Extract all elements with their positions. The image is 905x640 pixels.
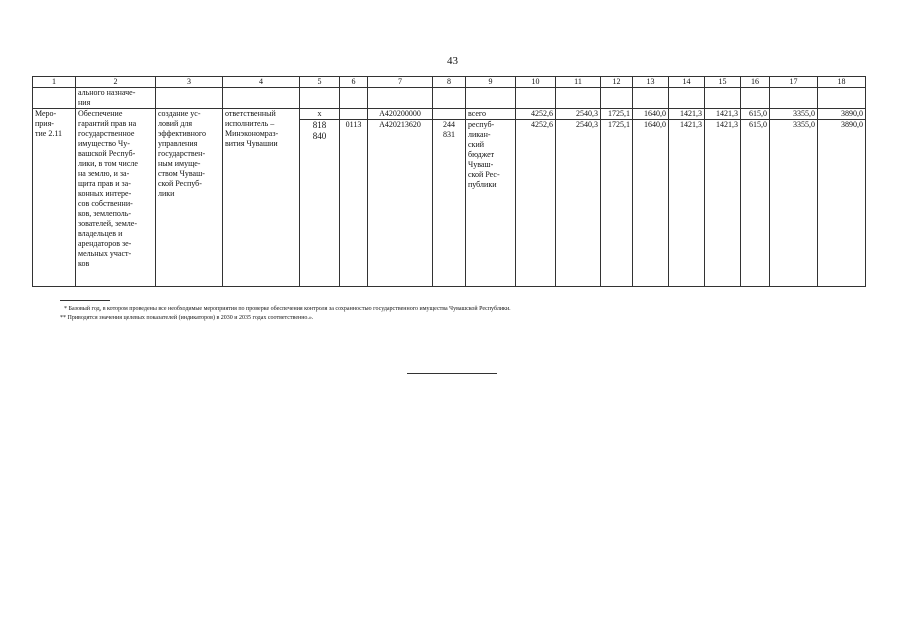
footnote-base-year: * Базовый год, в котором проведены все необходимые мероприятия по проверке обеспечения контроля за сохранностью государственного имущества Чувашской Республики. [64,306,511,312]
page-number: 43 [447,55,458,67]
column-number: 18 [818,77,866,88]
section-code: 0113 [340,120,368,287]
table-cell [741,88,770,109]
event-label: Меро- прия- тие 2.11 [33,109,76,287]
table-cell [770,88,818,109]
value-cell: 1725,1 [601,120,633,287]
table-cell [669,88,705,109]
event-executor: ответственный исполнитель – Минэкономраз- вития Чувашии [223,109,300,287]
column-number: 5 [300,77,340,88]
column-number: 1 [33,77,76,88]
value-cell: 3355,0 [770,109,818,120]
column-number-row [33,77,866,88]
table-cell [223,88,300,109]
expense-type-code [433,109,466,120]
column-number: 7 [368,77,433,88]
column-number: 15 [705,77,741,88]
value-cell: 4252,6 [516,120,556,287]
column-number: 3 [156,77,223,88]
table-cell [340,88,368,109]
table-cell [466,88,516,109]
column-number: 11 [556,77,601,88]
column-number: 14 [669,77,705,88]
column-number: 13 [633,77,669,88]
target-article-code: A420213620 [368,120,433,287]
value-cell: 1640,0 [633,120,669,287]
value-cell: 3890,0 [818,109,866,120]
value-cell: 3890,0 [818,120,866,287]
value-cell: 4252,6 [516,109,556,120]
column-number: 8 [433,77,466,88]
table-cell [633,88,669,109]
column-number: 10 [516,77,556,88]
table-cell [156,88,223,109]
grbs-code: 818 840 [300,120,340,287]
table-cell [601,88,633,109]
target-article-code: A420200000 [368,109,433,120]
grbs-code: x [300,109,340,120]
value-cell: 1640,0 [633,109,669,120]
value-cell: 1421,3 [705,109,741,120]
continuation-row [33,88,866,109]
table-cell [368,88,433,109]
funding-source: респуб- ликан- ский бюджет Чуваш- ской Рес- публики [466,120,516,287]
event-name: Обеспечение гарантий прав на государственное имущество Чу- вашской Респуб- лики, в том числе на землю, и за- щита прав и за- конных интере- сов собственни- ков, землеполь- зователей, земле- владельцев и арендаторов зе- мельных участ- ков [76,109,156,287]
column-number: 9 [466,77,516,88]
event-goal: создание ус- ловий для эффективного управления государствен- ным имуще- ством Чуваш- ской Респуб- лики [156,109,223,287]
footnote-rule [60,300,110,301]
column-number: 17 [770,77,818,88]
footnotes [60,300,511,323]
column-number: 12 [601,77,633,88]
value-cell: 3355,0 [770,120,818,287]
table-row [33,109,866,120]
value-cell: 615,0 [741,109,770,120]
table-cell [556,88,601,109]
column-number: 2 [76,77,156,88]
value-cell: 1421,3 [669,109,705,120]
value-cell: 2540,3 [556,109,601,120]
continuation-text: ального назначе- ния [76,88,156,109]
value-cell: 615,0 [741,120,770,287]
end-rule [407,373,497,374]
value-cell: 1725,1 [601,109,633,120]
value-cell: 1421,3 [705,120,741,287]
column-number: 6 [340,77,368,88]
value-cell: 1421,3 [669,120,705,287]
table-cell [818,88,866,109]
column-number: 16 [741,77,770,88]
budget-table [32,76,866,287]
table-cell [300,88,340,109]
table-cell [705,88,741,109]
table-cell [33,88,76,109]
footnote-indicators: ** Приводятся значения целевых показателей (индикаторов) в 2030 и 2035 годах соответственно.». [60,315,314,321]
expense-type-code: 244 831 [433,120,466,287]
table-cell [433,88,466,109]
funding-source: всего [466,109,516,120]
value-cell: 2540,3 [556,120,601,287]
column-number: 4 [223,77,300,88]
section-code [340,109,368,120]
table-cell [516,88,556,109]
